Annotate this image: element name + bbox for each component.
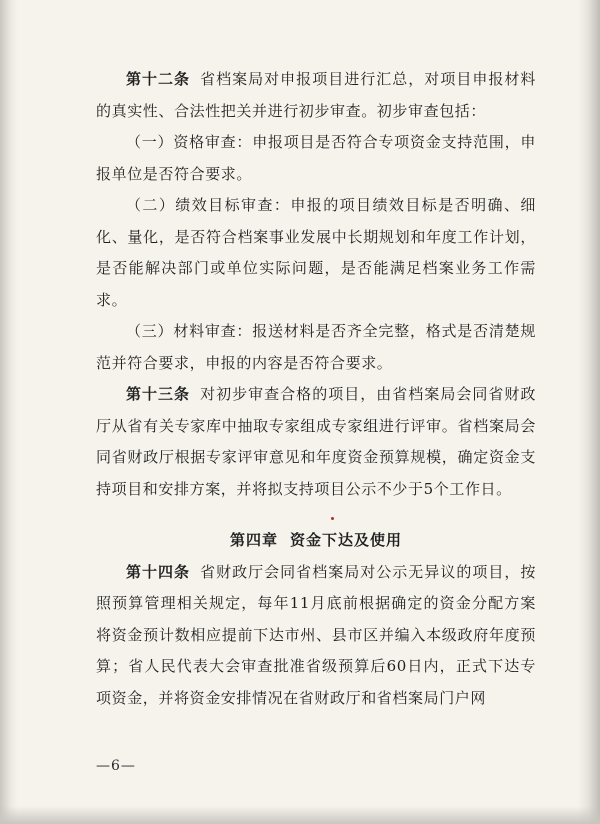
paragraph-article-12 bbox=[96, 64, 536, 127]
paragraph-text: 省档案局对申报项目进行汇总，对项目申报材料的真实性、合法性把关并进行初步审查。初步审查包括： bbox=[96, 70, 537, 120]
paragraph-material-review bbox=[96, 316, 536, 379]
article-label: 第十三条 bbox=[126, 385, 191, 403]
paragraph-text: 对初步审查合格的项目，由省档案局会同省财政厅从省有关专家库中抽取专家组成专家组进行评审。省档案局会同省财政厅根据专家评审意见和年度资金预算规模，确定资金支持项目和安排方案，并将拟支持项目公示不少于5个工作日。 bbox=[96, 385, 537, 498]
scan-edge-left bbox=[0, 0, 18, 824]
chapter-heading bbox=[96, 525, 536, 557]
scan-edge-right bbox=[578, 0, 600, 824]
body-text bbox=[96, 64, 536, 714]
page-number: —6— bbox=[96, 758, 136, 774]
paragraph-text: （三）材料审查：报送材料是否齐全完整，格式是否清楚规范并符合要求，申报的内容是否符合要求。 bbox=[96, 322, 536, 372]
article-label: 第十二条 bbox=[126, 70, 191, 88]
paragraph-text: 省财政厅会同省档案局对公示无异议的项目，按照预算管理相关规定，每年11月底前根据确定的资金分配方案将资金预计数相应提前下达市州、县市区并编入本级政府年度预算；省人民代表大会审查批准省级预算后60日内，正式下达专项资金，并将资金安排情况在省财政厅和省档案局门户网 bbox=[96, 562, 537, 707]
scan-edge-bottom bbox=[0, 806, 600, 824]
chapter-title: 资金下达及使用 bbox=[290, 531, 403, 549]
article-label: 第十四条 bbox=[126, 562, 191, 581]
paragraph-article-13 bbox=[96, 379, 536, 505]
paragraph-qualification-review bbox=[96, 127, 536, 190]
paragraph-text: （二）绩效目标审查：申报的项目绩效目标是否明确、细化、量化，是否符合档案事业发展中长期规划和年度工作计划，是否能解决部门或单位实际问题，是否能满足档案业务工作需求。 bbox=[96, 196, 536, 309]
paragraph-text: （一）资格审查：申报项目是否符合专项资金支持范围，申报单位是否符合要求。 bbox=[96, 133, 536, 183]
paragraph-article-14 bbox=[96, 557, 536, 715]
scan-speck bbox=[331, 517, 334, 520]
paragraph-performance-review bbox=[96, 190, 536, 316]
chapter-number: 第四章 bbox=[229, 531, 278, 549]
